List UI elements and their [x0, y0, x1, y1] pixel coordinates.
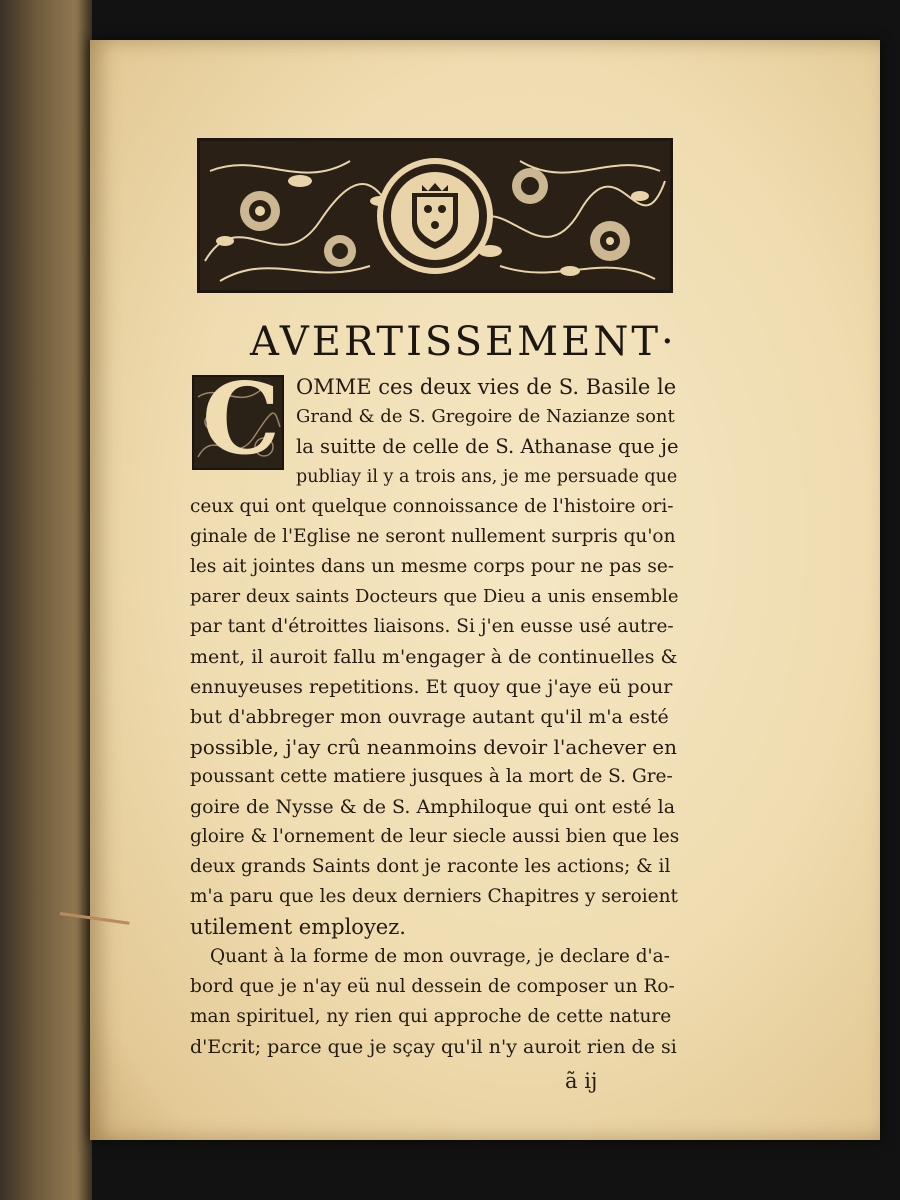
text-line: but d'abbreger mon ouvrage autant qu'il m'a esté [190, 706, 669, 728]
section-heading: AVERTISSEMENT· [250, 319, 677, 365]
text-line: Quant à la forme de mon ouvrage, je declare d'a- [210, 946, 670, 967]
text-line: m'a paru que les deux derniers Chapitres y seroient [190, 886, 678, 907]
text-line: OMME ces deux vies de S. Basile le [296, 375, 677, 399]
text-line: bord que je n'ay eü nul dessein de composer un Ro- [190, 976, 675, 997]
text-line: Grand & de S. Gregoire de Nazianze sont [296, 406, 675, 427]
decorated-initial [192, 375, 284, 470]
text-line: ennuyeuses repetitions. Et quoy que j'aye eü pour [190, 676, 673, 698]
text-line: man spirituel, ny rien qui approche de cette nature [190, 1006, 672, 1027]
text-line: ment, il auroit fallu m'engager à de continuelles & [190, 646, 678, 668]
text-line: possible, j'ay crû neanmoins devoir l'achever en [190, 735, 678, 759]
text-line: deux grands Saints dont je raconte les actions; & il [190, 856, 671, 877]
text-line: parer deux saints Docteurs que Dieu a unis ensemble [190, 586, 679, 607]
text-line: goire de Nysse & de S. Amphiloque qui ont esté la [190, 796, 676, 818]
text-line: ceux qui ont quelque connoissance de l'histoire ori- [190, 496, 674, 517]
signature-mark: ã ij [565, 1069, 598, 1093]
floral-ornament-icon [200, 141, 670, 290]
drop-cap-letter: C [202, 375, 280, 470]
ornamental-headpiece [197, 138, 673, 293]
text-line: gloire & l'ornement de leur siecle aussi bien que les [190, 826, 680, 847]
text-line: la suitte de celle de S. Athanase que je [296, 435, 679, 458]
text-line: par tant d'étroittes liaisons. Si j'en eusse usé autre- [190, 616, 674, 637]
text-line: ginale de l'Eglise ne seront nullement surpris qu'on [190, 526, 676, 547]
text-line: poussant cette matiere jusques à la mort de S. Gre- [190, 766, 673, 787]
text-line: utilement employez. [190, 915, 406, 939]
text-line: les ait jointes dans un mesme corps pour ne pas se- [190, 556, 675, 577]
text-line: publiay il y a trois ans, je me persuade que [296, 467, 678, 487]
text-line: d'Ecrit; parce que je sçay qu'il n'y auroit rien de si [190, 1036, 677, 1058]
